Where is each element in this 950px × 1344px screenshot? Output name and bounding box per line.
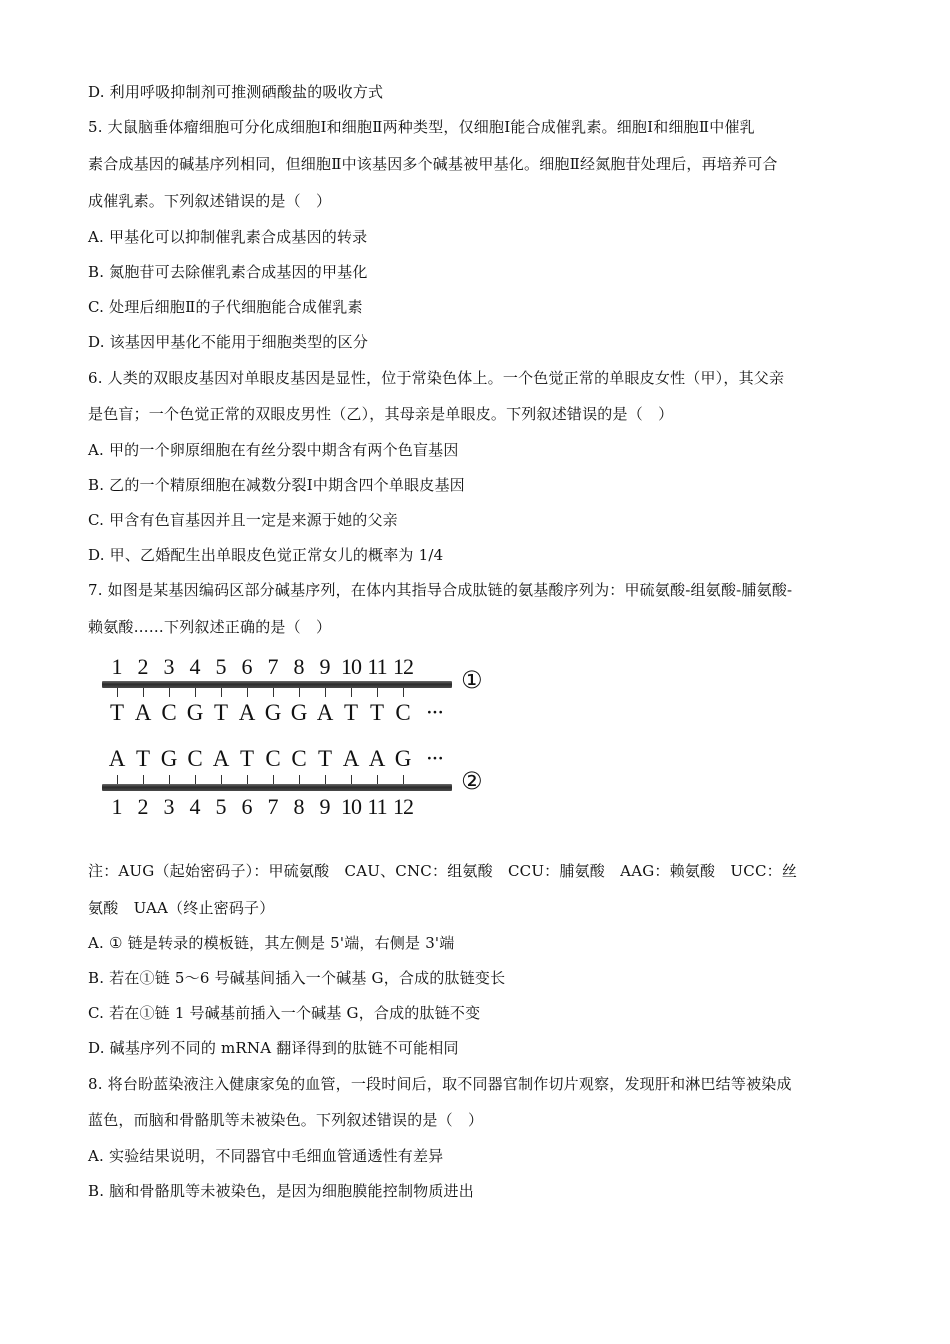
position-number: 9 (319, 794, 331, 819)
q5-option-b: B. 氮胞苷可去除催乳素合成基因的甲基化 (88, 263, 368, 281)
base: C (187, 746, 203, 771)
strand2-backbone (102, 784, 452, 791)
q8-stem-line1: 8. 将台盼蓝染液注入健康家兔的血管，一段时间后，取不同器官制作切片观察，发现肝和淋巴结等被染成 (88, 1075, 792, 1093)
q6-option-b: B. 乙的一个精原细胞在减数分裂Ⅰ中期含四个单眼皮基因 (88, 476, 465, 494)
q8-option-b: B. 脑和骨骼肌等未被染色，是因为细胞膜能控制物质进出 (88, 1182, 474, 1200)
strand1-bases (104, 700, 452, 726)
q5-stem-line1: 5. 大鼠脑垂体瘤细胞可分化成细胞Ⅰ和细胞Ⅱ两种类型，仅细胞Ⅰ能合成催乳素。细胞Ⅰ和细胞Ⅱ中催乳 (88, 118, 755, 136)
q7-option-d: D. 碱基序列不同的 mRNA 翻译得到的肽链不可能相同 (88, 1039, 459, 1057)
strand1-label: ① (461, 666, 483, 694)
base: G (160, 746, 178, 771)
position-number: 2 (137, 654, 149, 679)
base: T (343, 700, 359, 725)
position-number: 11 (367, 654, 387, 679)
position-number: 8 (293, 654, 305, 679)
position-number: 3 (163, 654, 175, 679)
q8-stem-line2: 蓝色，而脑和骨骼肌等未被染色。下列叙述错误的是（ ） (88, 1111, 484, 1129)
position-number: 9 (319, 654, 331, 679)
q6-stem-line1: 6. 人类的双眼皮基因对单眼皮基因是显性，位于常染色体上。一个色觉正常的单眼皮女性（甲），其父亲 (88, 369, 785, 387)
base: G (186, 700, 204, 725)
base: T (369, 700, 385, 725)
position-number: 7 (267, 654, 279, 679)
position-number: 1 (111, 794, 123, 819)
position-number: 1 (111, 654, 123, 679)
base: A (368, 746, 386, 771)
q8-option-a: A. 实验结果说明，不同器官中毛细血管通透性有差异 (88, 1147, 444, 1165)
base: C (291, 746, 307, 771)
strand1-position-numbers (104, 654, 416, 680)
strand2-ticks (104, 775, 416, 784)
q7-option-c: C. 若在①链 1 号碱基前插入一个碱基 G，合成的肽链不变 (88, 1004, 481, 1022)
base: T (317, 746, 333, 771)
q5-stem-line2: 素合成基因的碱基序列相同，但细胞Ⅱ中该基因多个碱基被甲基化。细胞Ⅱ经氮胞苷处理后，再培养可合 (88, 155, 778, 173)
ellipsis: ··· (425, 700, 443, 725)
position-number: 6 (241, 654, 253, 679)
q5-option-a: A. 甲基化可以抑制催乳素合成基因的转录 (88, 228, 368, 246)
ellipsis: ··· (425, 746, 443, 771)
q7-note-line2: 氨酸 UAA（终止密码子） (88, 899, 275, 917)
q6-stem-line2: 是色盲；一个色觉正常的双眼皮男性（乙），其母亲是单眼皮。下列叙述错误的是（ ） (88, 405, 674, 423)
position-number: 11 (367, 794, 387, 819)
position-number: 8 (293, 794, 305, 819)
dna-sequence-figure (98, 652, 498, 827)
base: T (213, 700, 229, 725)
position-number: 3 (163, 794, 175, 819)
base: C (395, 700, 411, 725)
base: A (108, 746, 126, 771)
base: C (161, 700, 177, 725)
q6-option-c: C. 甲含有色盲基因并且一定是来源于她的父亲 (88, 511, 398, 529)
q5-option-c: C. 处理后细胞Ⅱ的子代细胞能合成催乳素 (88, 298, 363, 316)
base: A (238, 700, 256, 725)
position-number: 4 (189, 794, 201, 819)
base: G (394, 746, 412, 771)
strand2-position-numbers (104, 794, 416, 820)
base: G (264, 700, 282, 725)
strand2-label: ② (461, 767, 483, 795)
q5-option-d: D. 该基因甲基化不能用于细胞类型的区分 (88, 333, 369, 351)
q6-option-d: D. 甲、乙婚配生出单眼皮色觉正常女儿的概率为 1/4 (88, 546, 444, 564)
base: A (342, 746, 360, 771)
base: C (265, 746, 281, 771)
base: T (109, 700, 125, 725)
base: A (316, 700, 334, 725)
q7-option-a: A. ① 链是转录的模板链，其左侧是 5'端，右侧是 3'端 (88, 934, 455, 952)
strand1-backbone (102, 681, 452, 688)
q4-option-d: D. 利用呼吸抑制剂可推测硒酸盐的吸收方式 (88, 83, 384, 101)
base: T (135, 746, 151, 771)
position-number: 7 (267, 794, 279, 819)
strand1-ticks (104, 688, 416, 697)
q7-option-b: B. 若在①链 5～6 号碱基间插入一个碱基 G，合成的肽链变长 (88, 969, 506, 987)
position-number: 6 (241, 794, 253, 819)
position-number: 2 (137, 794, 149, 819)
position-number: 12 (393, 794, 413, 819)
position-number: 10 (341, 794, 361, 819)
position-number: 5 (215, 654, 227, 679)
base: A (212, 746, 230, 771)
q6-option-a: A. 甲的一个卵原细胞在有丝分裂中期含有两个色盲基因 (88, 441, 459, 459)
q5-stem-line3: 成催乳素。下列叙述错误的是（ ） (88, 192, 332, 210)
q7-note-line1: 注：AUG（起始密码子）：甲硫氨酸 CAU、CNC：组氨酸 CCU：脯氨酸 AAG：赖氨酸 UCC：丝 (88, 862, 798, 880)
position-number: 5 (215, 794, 227, 819)
base: G (290, 700, 308, 725)
base: A (134, 700, 152, 725)
base: T (239, 746, 255, 771)
position-number: 12 (393, 654, 413, 679)
position-number: 10 (341, 654, 361, 679)
q7-stem-line1: 7. 如图是某基因编码区部分碱基序列，在体内其指导合成肽链的氨基酸序列为：甲硫氨酸-组氨酸-脯氨酸- (88, 581, 793, 599)
q7-stem-line2: 赖氨酸……下列叙述正确的是（ ） (88, 618, 332, 636)
position-number: 4 (189, 654, 201, 679)
strand2-bases (104, 746, 452, 772)
